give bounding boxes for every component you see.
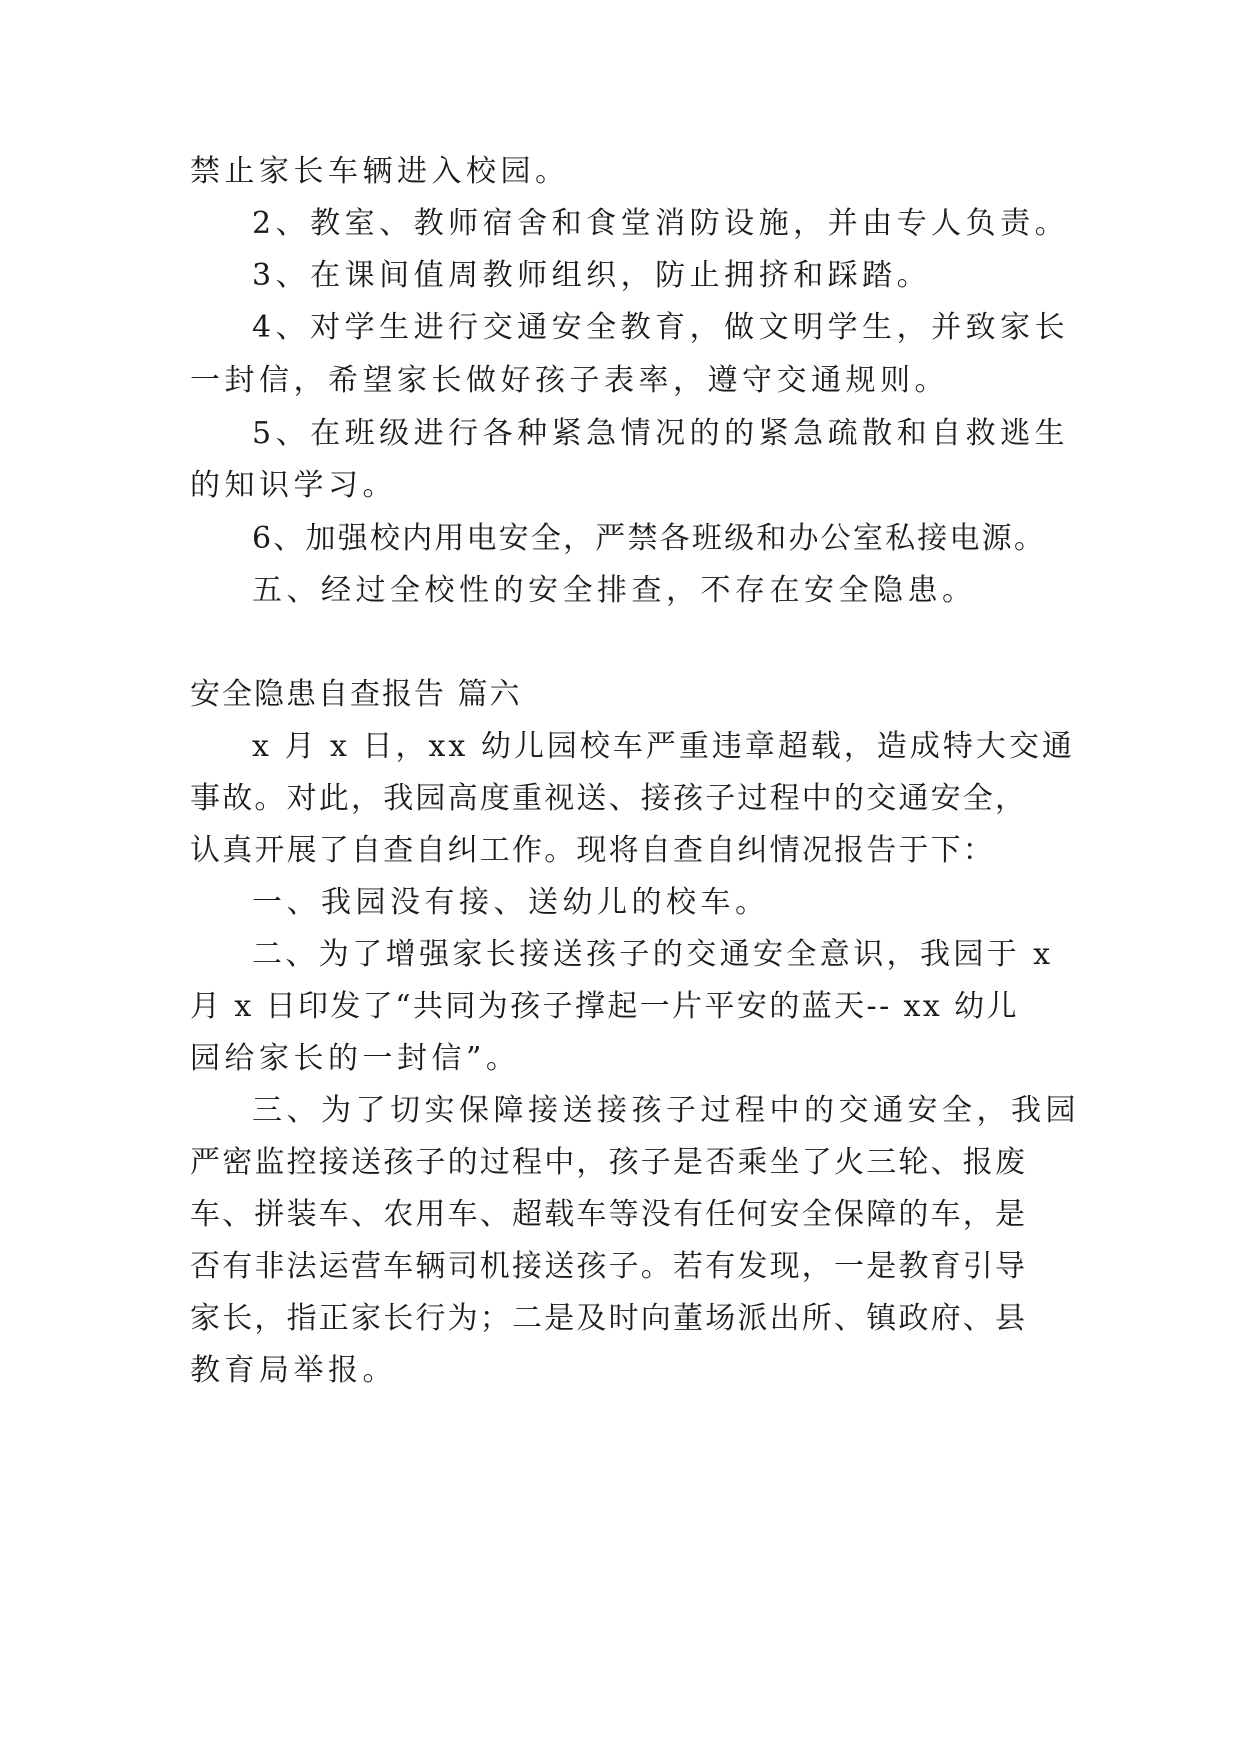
- paragraph-line: 月 x 日印发了“共同为孩子撑起一片平安的蓝天-- xx 幼儿: [190, 989, 1019, 1024]
- paragraph-line: x 月 x 日，xx 幼儿园校车严重违章超载，造成特大交通: [252, 729, 1075, 764]
- paragraph-line: 否有非法运营车辆司机接送孩子。若有发现，一是教育引导: [190, 1249, 1028, 1284]
- list-item-5: 5、在班级进行各种紧急情况的的紧急疏散和自救逃生: [252, 416, 1070, 451]
- list-item-2: 2、教室、教师宿舍和食堂消防设施，并由专人负责。: [252, 206, 1070, 241]
- paragraph-line: 禁止家长车辆进入校园。: [190, 154, 570, 189]
- paragraph-line: 严密监控接送孩子的过程中，孩子是否乘坐了火三轮、报废: [190, 1145, 1028, 1180]
- paragraph-line: 园给家长的一封信”。: [190, 1041, 521, 1076]
- list-item-4: 4、对学生进行交通安全教育，做文明学生，并致家长: [252, 310, 1070, 345]
- list-item-3: 3、在课间值周教师组织，防止拥挤和踩踏。: [252, 258, 932, 293]
- paragraph-line: 家长，指正家长行为；二是及时向董场派出所、镇政府、县: [190, 1301, 1028, 1336]
- paragraph-line: 车、拼装车、农用车、超载车等没有任何安全保障的车，是: [190, 1197, 1028, 1232]
- section-heading: 安全隐患自查报告 篇六: [190, 677, 522, 712]
- list-item-4-continued: 一封信，希望家长做好孩子表率，遵守交通规则。: [190, 363, 949, 398]
- list-item-6: 6、加强校内用电安全，严禁各班级和办公室私接电源。: [252, 521, 1047, 556]
- list-item-5-continued: 的知识学习。: [190, 468, 397, 503]
- paragraph-line: 教育局举报。: [190, 1353, 397, 1388]
- paragraph-line: 一、我园没有接、送幼儿的校车。: [252, 885, 770, 920]
- paragraph-line: 事故。对此，我园高度重视送、接孩子过程中的交通安全，: [190, 781, 1028, 816]
- paragraph-line: 三、为了切实保障接送接孩子过程中的交通安全，我园: [252, 1093, 1080, 1128]
- paragraph-line: 认真开展了自查自纠工作。现将自查自纠情况报告于下：: [190, 833, 995, 868]
- section-five: 五、经过全校性的安全排查，不存在安全隐患。: [252, 573, 977, 608]
- paragraph-line: 二、为了增强家长接送孩子的交通安全意识，我园于 x: [252, 937, 1054, 972]
